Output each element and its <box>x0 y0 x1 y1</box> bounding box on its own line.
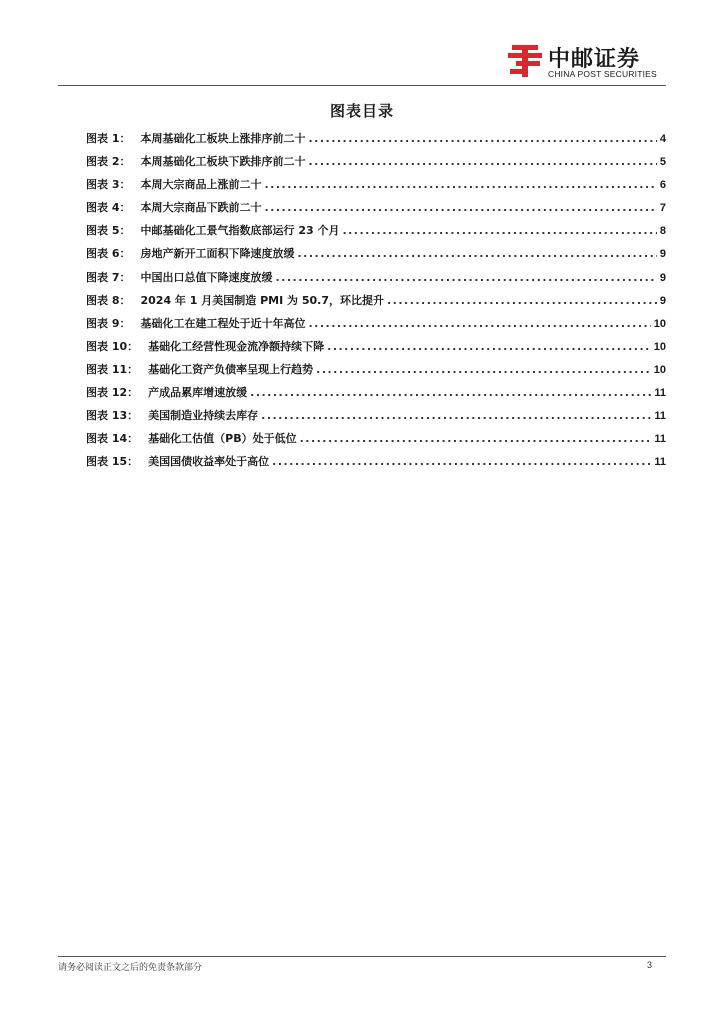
toc-entry-title: 基础化工经营性现金流净额持续下降 <box>148 339 325 353</box>
toc-entry-page: 11 <box>654 433 666 446</box>
toc-entry-page: 5 <box>659 156 666 169</box>
brand-name-en: CHINA POST SECURITIES <box>548 69 657 79</box>
toc-entry-page: 11 <box>654 410 666 423</box>
toc-entry[interactable] <box>86 407 666 430</box>
footer-divider <box>58 956 666 957</box>
toc-leader-dots <box>308 132 656 145</box>
toc-entry[interactable] <box>86 269 666 292</box>
toc-entry-label: 图表 3： <box>86 178 131 192</box>
toc-entry[interactable] <box>86 222 666 245</box>
china-post-logo-icon <box>506 42 544 80</box>
toc-leader-dots <box>250 386 651 399</box>
toc-entry-title: 美国制造业持续去库存 <box>148 409 259 423</box>
toc-leader-dots <box>300 432 652 445</box>
toc-entry-label: 图表 14： <box>86 432 139 446</box>
toc-entry-label: 图表 2： <box>86 155 131 169</box>
toc-entry-label: 图表 15： <box>86 455 139 469</box>
toc-entry[interactable] <box>86 315 666 338</box>
toc-entry-label: 图表 10： <box>86 339 139 353</box>
toc-leader-dots <box>308 155 656 168</box>
toc-entry[interactable] <box>86 153 666 176</box>
toc-entry-label: 图表 7： <box>86 270 131 284</box>
toc-entry-label: 图表 11： <box>86 362 139 376</box>
toc-entry-title: 2024 年 1 月美国制造 PMI 为 50.7，环比提升 <box>140 293 384 307</box>
toc-entry-page: 10 <box>653 317 666 330</box>
toc-leader-dots <box>272 455 651 468</box>
toc-entry-page: 9 <box>659 248 666 261</box>
toc-entry-title: 房地产新开工面积下降速度放缓 <box>140 247 295 261</box>
toc-list <box>86 130 666 476</box>
toc-entry-title: 本周大宗商品下跌前二十 <box>140 201 262 215</box>
toc-entry-label: 图表 5： <box>86 224 131 238</box>
page-number: 3 <box>646 960 652 970</box>
disclaimer-note: 请务必阅读正文之后的免责条款部分 <box>58 963 203 973</box>
toc-entry-page: 8 <box>659 225 666 238</box>
toc-entry-page: 9 <box>659 271 666 284</box>
toc-entry[interactable] <box>86 453 666 476</box>
toc-entry[interactable] <box>86 130 666 153</box>
toc-entry-title: 本周基础化工板块下跌排序前二十 <box>140 155 306 169</box>
header-divider <box>58 85 666 86</box>
toc-entry-title: 基础化工估值（PB）处于低位 <box>148 432 297 446</box>
toc-entry-page: 10 <box>653 363 666 376</box>
toc-entry-title: 本周基础化工板块上涨排序前二十 <box>140 132 306 145</box>
toc-entry-label: 图表 6： <box>86 247 131 261</box>
toc-entry-title: 基础化工在建工程处于近十年高位 <box>140 316 306 330</box>
header-logo <box>506 42 666 84</box>
brand-name-cn: 中邮证券 <box>548 47 641 72</box>
toc-leader-dots <box>297 247 656 260</box>
toc-entry[interactable] <box>86 292 666 315</box>
toc-entry[interactable] <box>86 199 666 222</box>
toc-entry-label: 图表 13： <box>86 409 139 423</box>
toc-title: 图表目录 <box>329 102 394 120</box>
toc-entry-label: 图表 4： <box>86 201 131 215</box>
toc-leader-dots <box>308 317 650 330</box>
toc-leader-dots <box>264 201 656 214</box>
toc-leader-dots <box>316 363 651 376</box>
toc-entry-page: 4 <box>659 133 666 145</box>
toc-entry[interactable] <box>86 430 666 453</box>
toc-entry[interactable] <box>86 245 666 268</box>
toc-entry-title: 产成品累库增速放缓 <box>148 386 248 400</box>
toc-leader-dots <box>261 409 651 422</box>
toc-entry-title: 本周大宗商品上涨前二十 <box>140 178 262 192</box>
toc-leader-dots <box>264 178 656 191</box>
toc-entry-label: 图表 8： <box>86 293 131 307</box>
toc-entry-page: 9 <box>659 294 666 307</box>
toc-entry-title: 基础化工资产负债率呈现上行趋势 <box>148 362 314 376</box>
toc-entry-page: 11 <box>654 387 666 400</box>
toc-entry-title: 中国出口总值下降速度放缓 <box>140 270 273 284</box>
toc-entry-page: 6 <box>659 179 666 192</box>
toc-leader-dots <box>342 224 656 237</box>
toc-entry-label: 图表 1： <box>86 132 131 145</box>
toc-leader-dots <box>327 340 651 353</box>
toc-entry[interactable] <box>86 338 666 361</box>
toc-entry[interactable] <box>86 176 666 199</box>
toc-entry-title: 美国国债收益率处于高位 <box>148 455 270 469</box>
toc-leader-dots <box>387 294 657 307</box>
toc-entry[interactable] <box>86 361 666 384</box>
toc-entry-label: 图表 12： <box>86 386 139 400</box>
toc-leader-dots <box>275 271 656 284</box>
toc-entry-title: 中邮基础化工景气指数底部运行 23 个月 <box>140 224 340 238</box>
toc-entry-label: 图表 9： <box>86 316 131 330</box>
toc-entry-page: 7 <box>659 202 666 215</box>
toc-entry-page: 11 <box>654 456 666 469</box>
toc-entry[interactable] <box>86 384 666 407</box>
toc-entry-page: 10 <box>653 340 666 353</box>
